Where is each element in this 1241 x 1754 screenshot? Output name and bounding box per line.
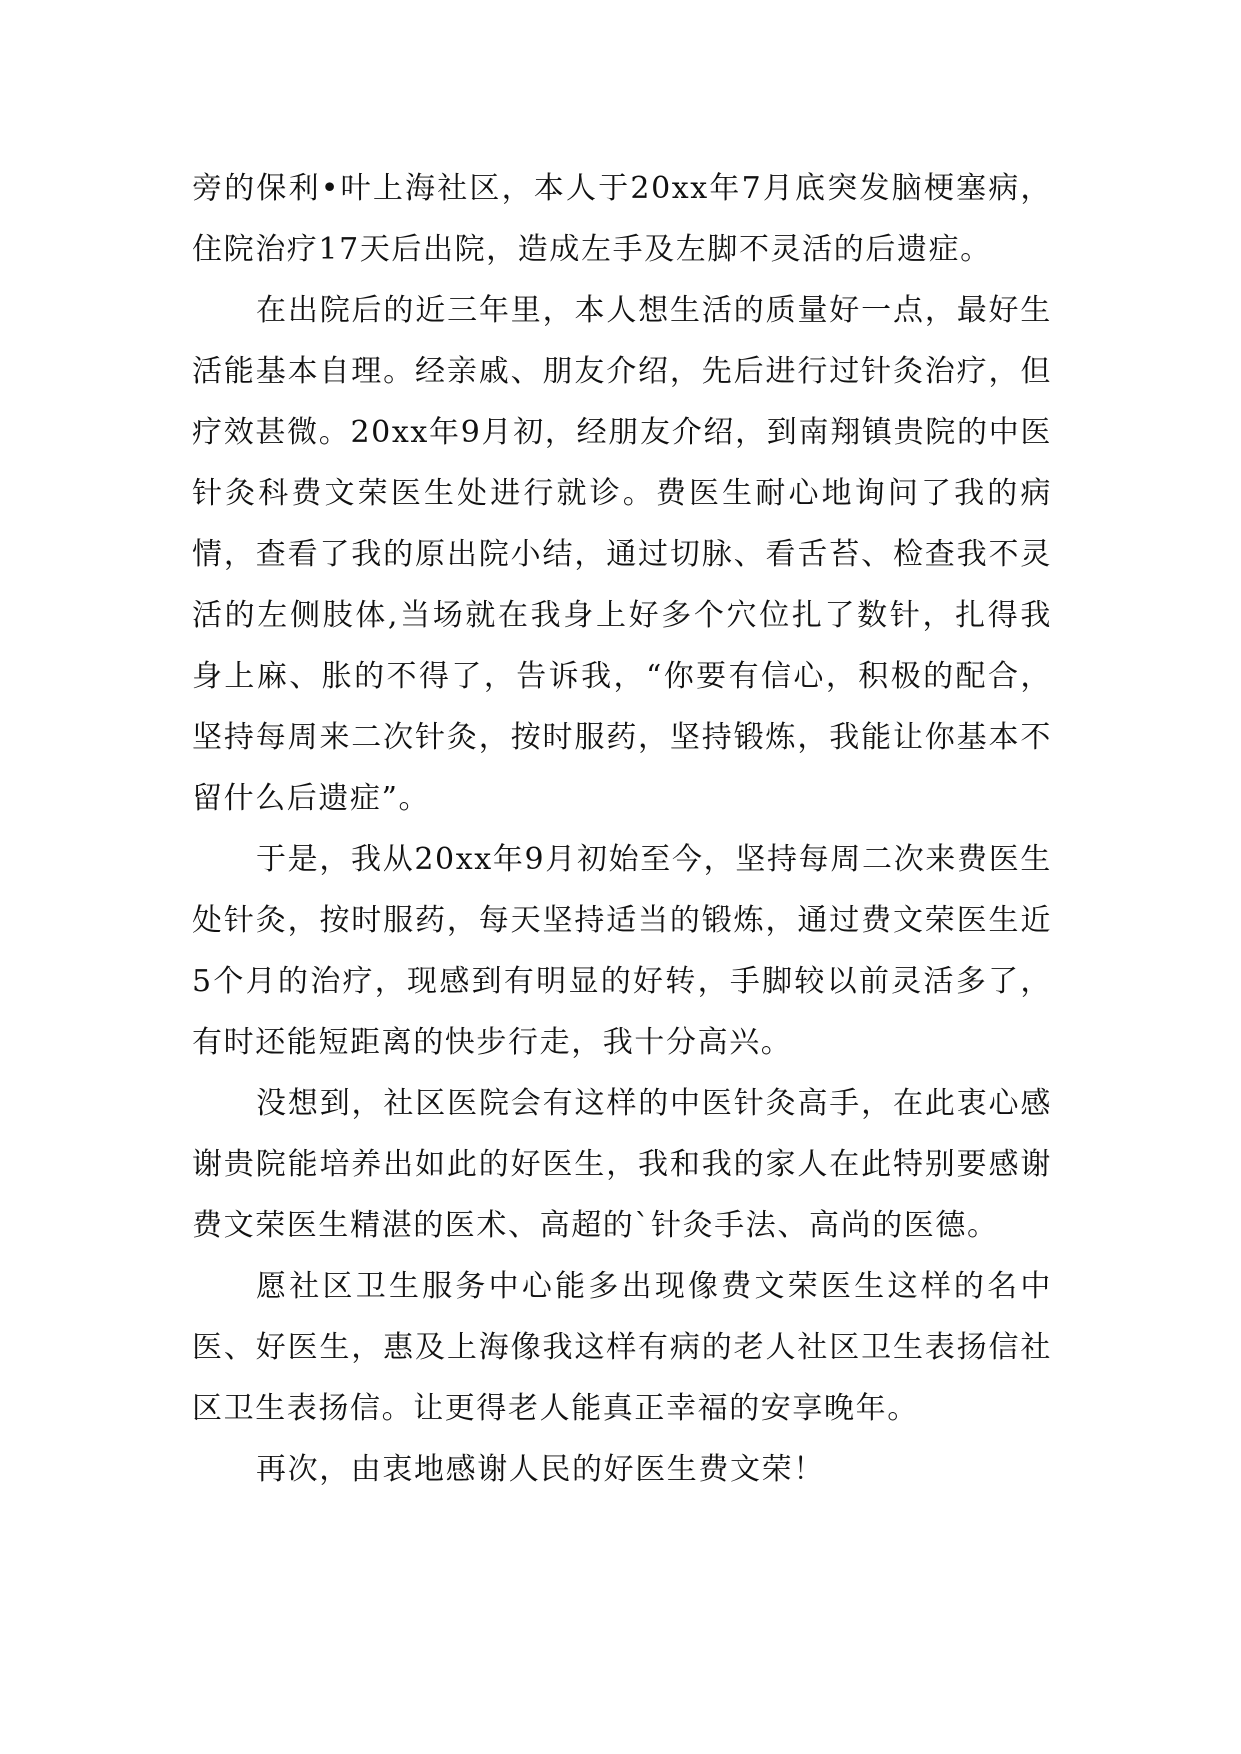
paragraph-wish: 愿社区卫生服务中心能多出现像费文荣医生这样的名中医、好医生，惠及上海像我这样有病的老人社区卫生表扬信社区卫生表扬信。让更得老人能真正幸福的安享晚年。	[192, 1269, 1052, 1426]
letter-body	[192, 158, 1052, 1500]
paragraph-gratitude: 没想到，社区医院会有这样的中医针灸高手，在此衷心感谢贵院能培养出如此的好医生，我和我的家人在此特别要感谢费文荣医生精湛的医术、高超的`针灸手法、高尚的医德。	[192, 1086, 1052, 1243]
paragraph-closing: 再次，由衷地感谢人民的好医生费文荣！	[256, 1452, 825, 1487]
paragraph-continuation: 旁的保利•叶上海社区，本人于20xx年7月底突发脑梗塞病，住院治疗17天后出院，造成左手及左脚不灵活的后遗症。	[192, 171, 1052, 267]
paragraph-treatment: 在出院后的近三年里，本人想生活的质量好一点，最好生活能基本自理。经亲戚、朋友介绍，先后进行过针灸治疗，但疗效甚微。20xx年9月初，经朋友介绍，到南翔镇贵院的中医针灸科费文荣医生处进行就诊。费医生耐心地询问了我的病情，查看了我的原出院小结，通过切脉、看舌苔、检查我不灵活的左侧肢体,当场就在我身上好多个穴位扎了数针，扎得我身上麻、胀的不得了，告诉我，“你要有信心，积极的配合，坚持每周来二次针灸，按时服药，坚持锻炼，我能让你基本不留什么后遗症”。	[192, 293, 1052, 816]
paragraph-progress: 于是，我从20xx年9月初始至今，坚持每周二次来费医生处针灸，按时服药，每天坚持适当的锻炼，通过费文荣医生近5个月的治疗，现感到有明显的好转，手脚较以前灵活多了，有时还能短距离的快步行走，我十分高兴。	[192, 842, 1052, 1060]
